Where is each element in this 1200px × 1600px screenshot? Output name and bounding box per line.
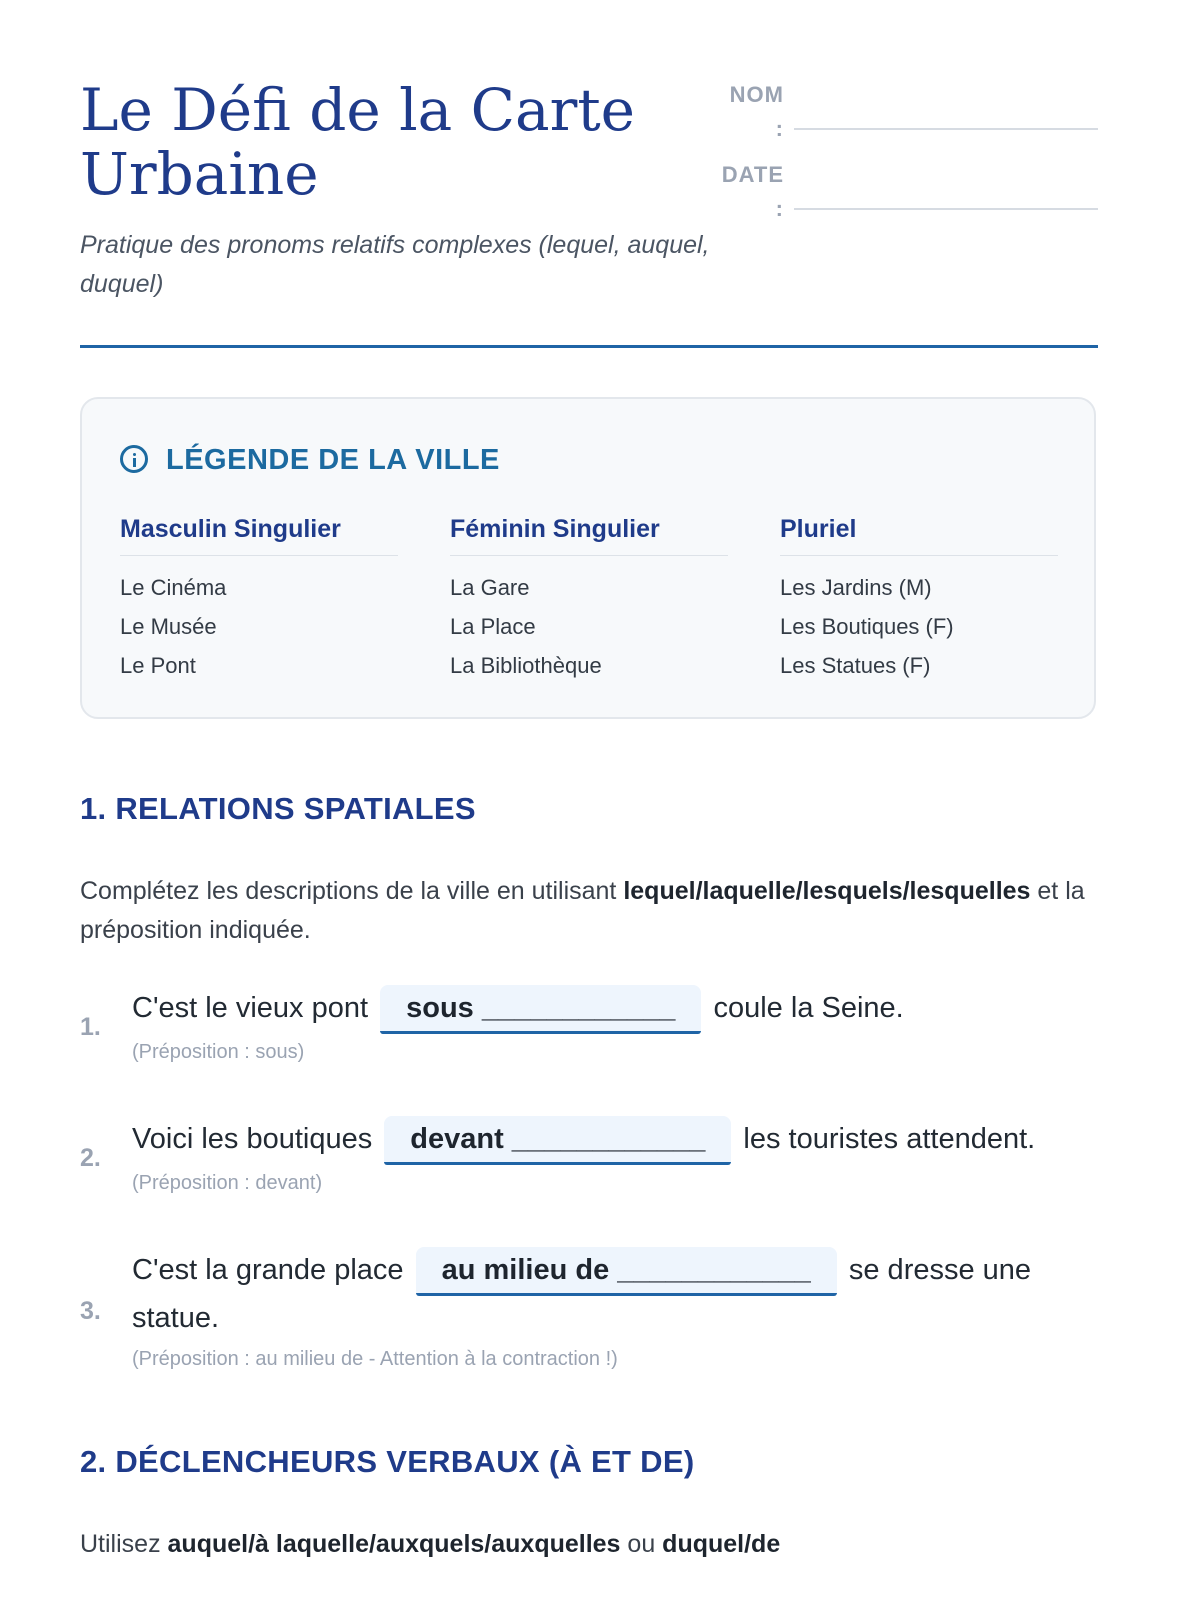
name-field[interactable] — [720, 76, 1098, 141]
exercise-body — [132, 985, 1092, 1066]
sentence-start: C'est la grande place — [132, 1254, 404, 1286]
exercise-body — [132, 1116, 1092, 1197]
exercise-hint: (Préposition : au milieu de - Attention à la contraction !) — [132, 1348, 618, 1370]
answer-blank[interactable]: au milieu de ____________ — [416, 1247, 837, 1296]
section-2-instructions — [80, 1525, 1098, 1564]
instruction-text: et la préposition indiquée. — [80, 877, 1085, 944]
legend-item: Le Cinéma — [120, 575, 227, 600]
sentence-end: les touristes attendent. — [743, 1123, 1036, 1155]
legend-column-heading: Féminin Singulier — [450, 511, 728, 556]
section-1-title: 1. RELATIONS SPATIALES — [80, 791, 476, 826]
legend-item: La Bibliothèque — [450, 653, 602, 678]
legend-column-heading: Pluriel — [780, 511, 1058, 556]
date-field[interactable] — [720, 156, 1098, 221]
legend-item: Les Jardins (M) — [780, 575, 932, 600]
name-label: NOM : — [729, 82, 784, 141]
page-subtitle: Pratique des pronoms relatifs complexes (lequel, auquel, duquel) — [80, 231, 710, 298]
page-title: Le Défi de la Carte Urbaine — [80, 76, 635, 208]
instruction-pronouns: lequel/laquelle/lesquels/lesquelles — [623, 877, 1031, 905]
instruction-text: ou — [620, 1530, 663, 1558]
instruction-text: Utilisez — [80, 1530, 168, 1558]
sentence-start: Voici les boutiques — [132, 1123, 373, 1155]
answer-blank[interactable]: sous ____________ — [380, 985, 701, 1034]
section-2-title: 2. DÉCLENCHEURS VERBAUX (À ET DE) — [80, 1444, 695, 1479]
legend-item: Le Musée — [120, 614, 217, 639]
legend-column-feminine — [450, 511, 728, 685]
exercise-body — [132, 1247, 1092, 1373]
worksheet-header — [80, 0, 1098, 348]
legend-column-heading: Masculin Singulier — [120, 511, 398, 556]
instruction-text: Complétez les descriptions de la ville en utilisant — [80, 877, 624, 905]
city-legend — [80, 397, 1096, 719]
section-1-instructions — [80, 872, 1098, 950]
legend-item: La Place — [450, 614, 536, 639]
sentence-start: C'est le vieux pont — [132, 992, 369, 1024]
instruction-pronouns-a: auquel/à laquelle/auxquels/auxquelles — [167, 1530, 621, 1558]
legend-item: Les Statues (F) — [780, 653, 931, 678]
name-line[interactable] — [794, 128, 1098, 130]
exercise-item-2 — [80, 1116, 1098, 1206]
legend-title: LÉGENDE DE LA VILLE — [166, 444, 500, 476]
legend-item: La Gare — [450, 575, 530, 600]
instruction-pronouns-de: duquel/de — [662, 1530, 781, 1558]
legend-item: Les Boutiques (F) — [780, 614, 954, 639]
legend-column-plural — [780, 511, 1058, 685]
exercise-item-3 — [80, 1247, 1098, 1377]
info-icon — [120, 445, 148, 473]
exercise-number: 3. — [80, 1297, 101, 1325]
legend-item: Le Pont — [120, 653, 196, 678]
sentence-end: se dresse une statue. — [132, 1254, 1032, 1334]
sentence-end: coule la Seine. — [713, 992, 904, 1024]
exercise-hint: (Préposition : devant) — [132, 1172, 323, 1194]
exercise-item-1 — [80, 985, 1098, 1075]
date-label: DATE : — [721, 162, 784, 221]
exercise-number: 2. — [80, 1144, 101, 1172]
legend-column-masculine — [120, 511, 398, 685]
date-line[interactable] — [794, 208, 1098, 210]
exercise-number: 1. — [80, 1013, 101, 1041]
exercise-hint: (Préposition : sous) — [132, 1041, 305, 1063]
answer-blank[interactable]: devant ____________ — [384, 1116, 731, 1165]
